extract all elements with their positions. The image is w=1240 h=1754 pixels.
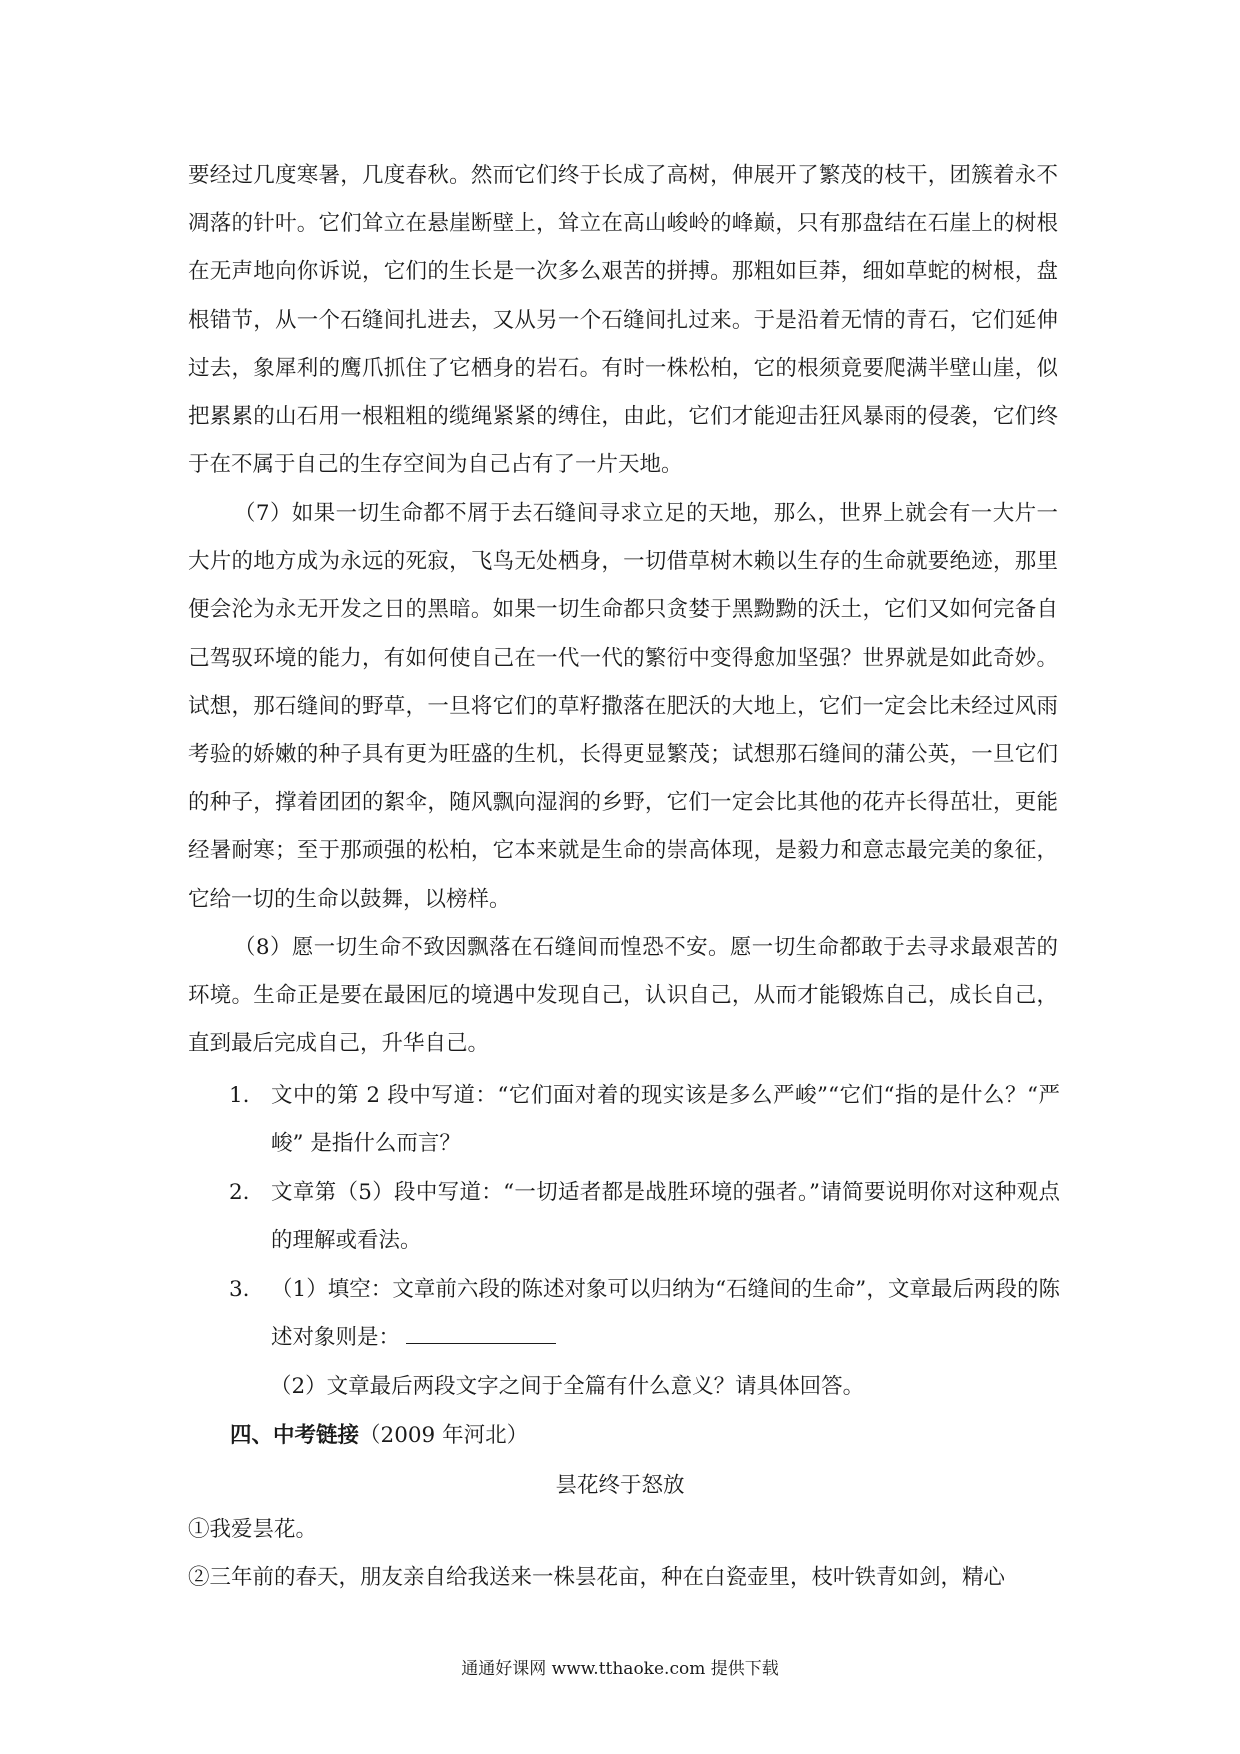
paragraph-7: （7）如果一切生命都不屑于去石缝间寻求立足的天地，那么，世界上就会有一大片一大片的地方成为永远的死寂，飞鸟无处栖身，一切借草树木赖以生存的生命就要绝迹，那里便会沦为永无开发之日的黑暗。如果一切生命都只贪婪于黑黝黝的沃土，它们又如何完备自己驾驭环境的能力，有如何使自己在一代一代的繁衍中变得愈加坚强？世界就是如此奇妙。试想，那石缝间的野草，一旦将它们的草籽撒落在肥沃的大地上，它们一定会比未经过风雨考验的娇嫩的种子具有更为旺盛的生机，长得更显繁茂；试想那石缝间的蒲公英，一旦它们的种子，撑着团团的絮伞，随风飘向湿润的乡野，它们一定会比其他的花卉长得茁壮，更能经暑耐寒；至于那顽强的松柏，它本来就是生命的崇高体现，是毅力和意志最完美的象征，它给一切的生命以鼓舞，以榜样。 [188, 501, 1058, 912]
answer-blank [406, 1321, 556, 1344]
paragraph-6-continued: 要经过几度寒暑，几度春秋。然而它们终于长成了高树，伸展开了繁茂的枝干，团簇着永不凋落的针叶。它们耸立在悬崖断壁上，耸立在高山峻岭的峰巅，只有那盘结在石崖上的树根在无声地向你诉说，它们的生长是一次多么艰苦的拼搏。那粗如巨莽，细如草蛇的树根，盘根错节，从一个石缝间扎进去，又从另一个石缝间扎过来。于是沿着无情的青石，它们延伸过去，象犀利的鹰爪抓住了它栖身的岩石。有时一株松柏，它的根须竟要爬满半壁山崖，似把累累的山石用一根粗粗的缆绳紧紧的缚住，由此，它们才能迎击狂风暴雨的侵袭，它们终于在不属于自己的生存空间为自己占有了一片天地。 [188, 163, 1058, 478]
question-3-part-2: （2）文章最后两段文字之间于全篇有什么意义？请具体回答。 [270, 1374, 865, 1399]
article-line-1: ①我爱昙花。 [188, 1517, 318, 1542]
page-footer: 通通好课网 www.tthaoke.com 提供下载 [461, 1659, 779, 1679]
section-title: 四、中考链接 [230, 1423, 360, 1448]
question-text: （1）填空：文章前六段的陈述对象可以归纳为“石缝间的生命”，文章最后两段的陈述对象则是： [271, 1277, 1060, 1350]
question-2 [230, 1169, 1060, 1265]
question-number: 3. [229, 1277, 250, 1302]
question-number: 1. [229, 1083, 250, 1108]
paragraph-8: （8）愿一切生命不致因飘落在石缝间而惶恐不安。愿一切生命都敢于去寻求最艰苦的环境。生命正是要在最困厄的境遇中发现自己，认识自己，从而才能锻炼自己，成长自己，直到最后完成自己，升华自己。 [188, 935, 1058, 1057]
question-number: 2. [229, 1180, 250, 1205]
section-heading [230, 1412, 528, 1460]
question-text-wrap [271, 1266, 1060, 1362]
section-source: （2009 年河北） [359, 1423, 529, 1448]
question-1 [230, 1072, 1060, 1168]
question-text: 文中的第 2 段中写道：“它们面对着的现实该是多么严峻”“它们“指的是什么？“严峻” 是指什么而言？ [271, 1083, 1060, 1156]
question-text: 文章第（5）段中写道：“一切适者都是战胜环境的强者。”请简要说明你对这种观点的理解或看法。 [271, 1180, 1060, 1253]
article-title: 昙花终于怒放 [555, 1473, 685, 1498]
question-3 [230, 1266, 1060, 1362]
article-line-2: ②三年前的春天，朋友亲自给我送来一株昙花亩，种在白瓷壶里，枝叶铁青如剑，精心 [188, 1565, 1006, 1590]
